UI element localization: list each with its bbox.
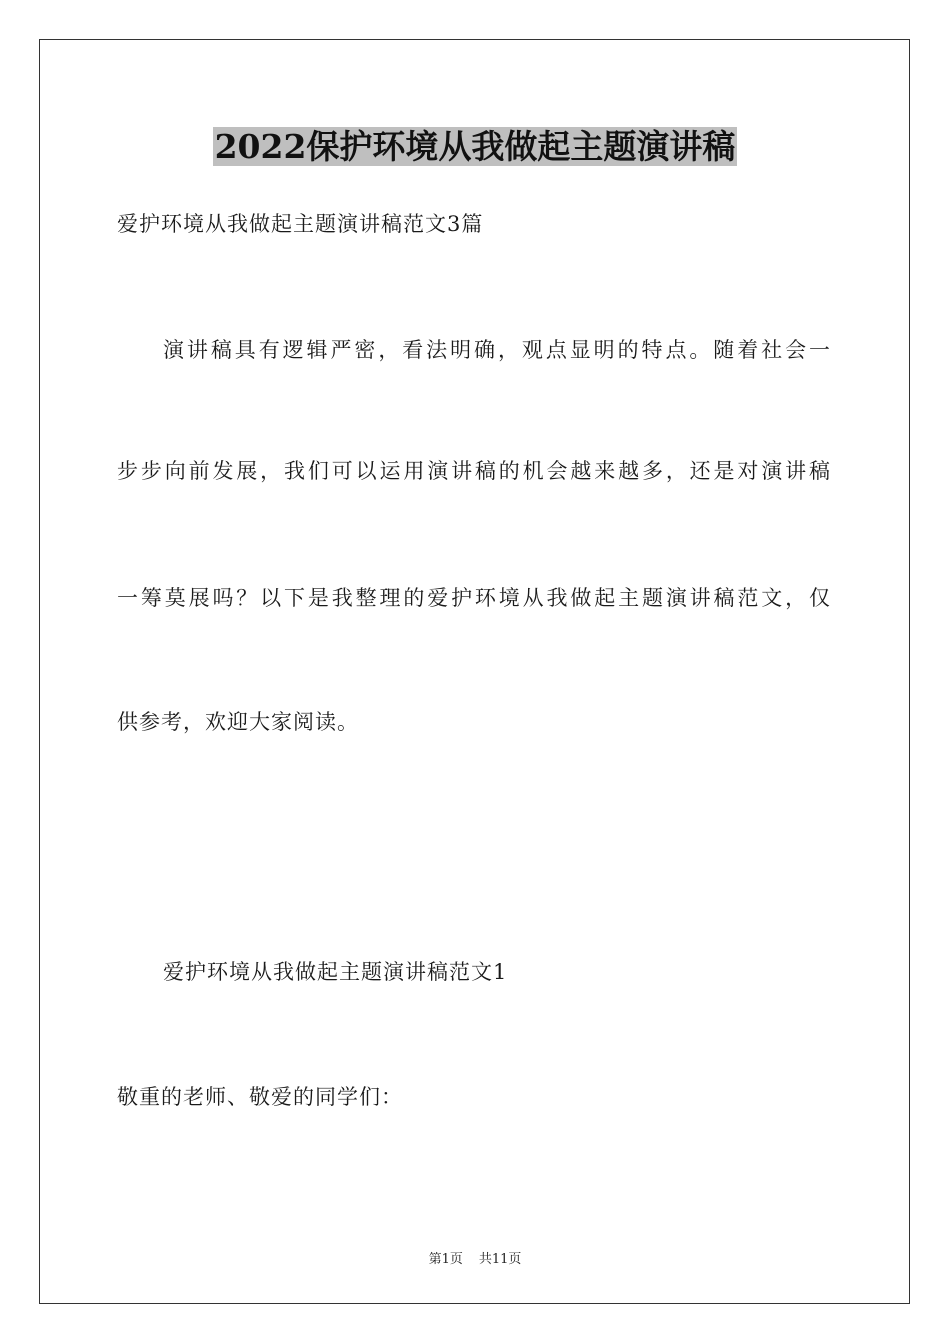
- page-number: 第1页: [428, 1252, 463, 1267]
- document-title-text: 2022保护环境从我做起主题演讲稿: [214, 127, 736, 166]
- paragraph-line-2: 步步向前发展，我们可以运用演讲稿的机会越来越多，还是对演讲稿: [117, 459, 831, 483]
- page-total: 共11页: [478, 1252, 522, 1267]
- page-footer: [0, 1248, 950, 1267]
- document-title: [0, 124, 950, 170]
- section-heading: 爱护环境从我做起主题演讲稿范文1: [163, 960, 508, 984]
- paragraph-line-4: 供参考，欢迎大家阅读。: [117, 710, 359, 734]
- paragraph-line-3: 一筹莫展吗？以下是我整理的爱护环境从我做起主题演讲稿范文，仅: [117, 586, 831, 610]
- document-subtitle: 爱护环境从我做起主题演讲稿范文3篇: [117, 212, 484, 236]
- greeting-line: 敬重的老师、敬爱的同学们：: [117, 1085, 403, 1109]
- paragraph-line-1: 演讲稿具有逻辑严密，看法明确，观点显明的特点。随着社会一: [163, 338, 831, 362]
